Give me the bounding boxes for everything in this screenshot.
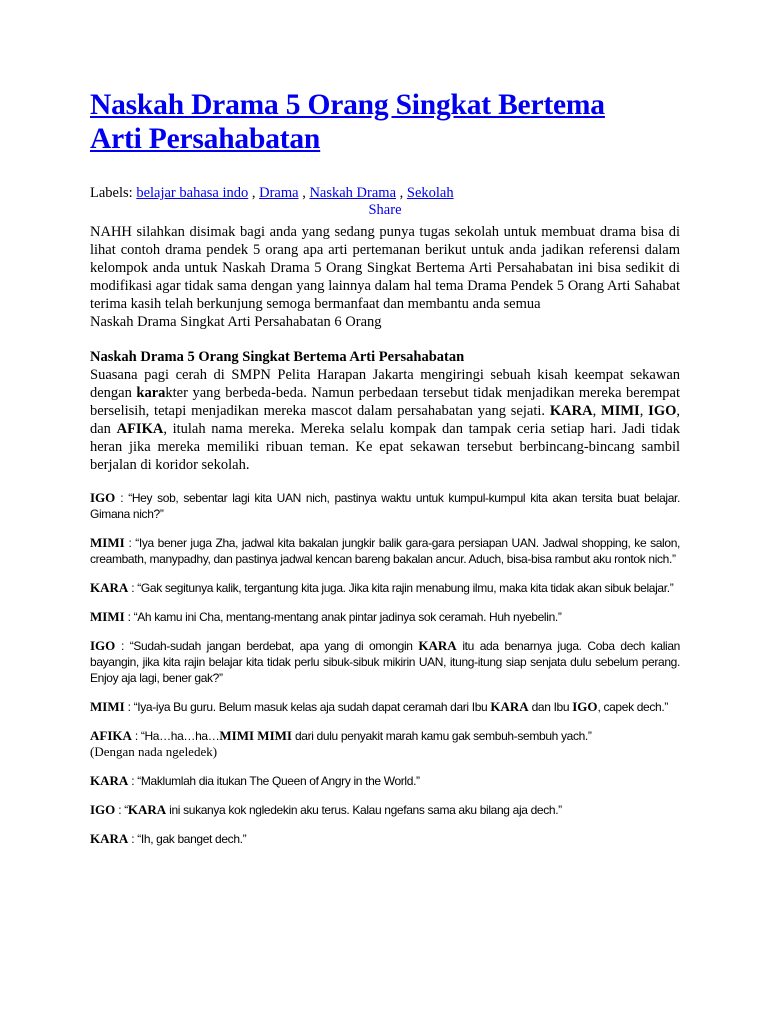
dialog-stage-direction: (Dengan nada ngeledek): [90, 744, 218, 759]
label-separator: ,: [298, 185, 310, 201]
dialog-line: [90, 773, 680, 789]
dialog-sep: :: [115, 803, 125, 817]
dialog-line: [90, 490, 680, 522]
dialog-text: “Maklumlah dia itukan The Queen of Angry in the World.”: [137, 774, 420, 788]
label-separator: ,: [396, 185, 407, 201]
dialog-speaker: AFIKA: [90, 728, 132, 743]
story-bold-kara: kara: [136, 385, 166, 401]
dialog-text: “Ah kamu ini Cha, mentang-mentang anak pintar jadinya sok ceramah. Huh nyebelin.”: [133, 610, 562, 624]
dialog-bold-name: KARA: [418, 638, 457, 653]
dialog-speaker: MIMI: [90, 699, 125, 714]
dialog-sep: :: [115, 491, 129, 505]
story-name-afika: AFIKA: [116, 421, 164, 437]
dialog-bold-name: MIMI MIMI: [219, 728, 292, 743]
dialog-bold-name: KARA: [490, 699, 529, 714]
dialog-text: “Sudah-sudah jangan berdebat, apa yang di omongin: [129, 639, 419, 653]
story-name-mimi: MIMI: [601, 403, 640, 419]
dialog-line: [90, 609, 680, 625]
dialog-sep: :: [124, 536, 136, 550]
dialog-text: “Gak segitunya kalik, tergantung kita juga. Jika kita rajin menabung ilmu, maka kita tidak akan sibuk belajar.”: [137, 581, 674, 595]
dialog-text: itu ada benarnya juga. Coba dech kalian bayangin, jika kita rajin belajar kita tidak perlu sibuk-sibuk mikirin UAN, itung-itung siap senjata dulu sebelum perang. Enjoy aja lagi, bener gak?”: [90, 639, 680, 685]
story-paragraph: [90, 366, 680, 474]
dialog-sep: :: [124, 700, 134, 714]
share-link[interactable]: Share: [368, 202, 402, 218]
story-text: Suasana pagi cerah di SMPN Pelita Harapan Jakarta mengiringi sebuah kisah keempat sekawan dengan: [90, 367, 680, 401]
dialog-speaker: MIMI: [90, 535, 125, 550]
dialog-text: “Iya-iya Bu guru. Belum masuk kelas aja sudah dapat ceramah dari Ibu: [133, 700, 491, 714]
dialog-speaker: IGO: [90, 802, 116, 817]
story-name-kara: KARA: [549, 403, 593, 419]
title-link-line1[interactable]: Naskah Drama 5 Orang Singkat Bertema: [90, 89, 605, 121]
dialog-speaker: MIMI: [90, 609, 125, 624]
labels-prefix: Labels:: [90, 185, 137, 201]
dialog-text: “Hey sob, sebentar lagi kita UAN nich, pastinya waktu untuk kumpul-kumpul kita akan tersita buat belajar. Gimana nich?”: [90, 491, 681, 521]
dialog-text: “Ih, gak banget dech.”: [137, 832, 247, 846]
dialog-text: “Iya bener juga Zha, jadwal kita bakalan jungkir balik gara-gara persiapan UAN. Jadwal shopping, ke salon, creambath, manypadhy, dan pastinya jadwal kencan bareng bakalan ancur. Aduch, bisa-bisa rambut aku rontok nich.”: [90, 536, 680, 566]
dialog-line: [90, 802, 680, 818]
dialog-bold-name: KARA: [127, 802, 167, 817]
dialog-text: dari dulu penyakit marah kamu gak sembuh-sembuh yach.”: [291, 729, 592, 743]
dialog-sep: :: [128, 581, 138, 595]
dialog-text: “Ha…ha…ha…: [140, 729, 220, 743]
intro-subline: Naskah Drama Singkat Arti Persahabatan 6 Orang: [90, 314, 382, 330]
story-sep: ,: [592, 403, 602, 419]
story-text: kter yang berbeda-beda. Namun perbedaan tersebut tidak menjadikan mereka berempat berselisih, tetapi menjadikan mereka mascot dalam persahabatan yang sejati.: [90, 385, 681, 419]
story-text: , itulah nama mereka. Mereka selalu kompak dan tampak ceria setiap hari. Jadi tidak heran jika mereka memiliki ribuan teman. Ke epat sekawan tersebut berbincang-bincang sambil berjalan di koridor sekolah.: [90, 421, 680, 473]
dialog-line: [90, 535, 680, 567]
dialog-text: ini sukanya kok ngledekin aku terus. Kalau ngefans sama aku bilang aja dech.”: [166, 803, 562, 817]
labels-row: [90, 185, 680, 202]
dialog-sep: :: [128, 832, 138, 846]
section-title: Naskah Drama 5 Orang Singkat Bertema Arti Persahabatan: [90, 349, 465, 365]
dialog-line: [90, 831, 680, 847]
dialog-sep: :: [115, 639, 130, 653]
dialog-text: “: [124, 803, 128, 817]
story-name-igo: IGO: [648, 403, 677, 419]
dialog-sep: :: [128, 774, 138, 788]
dialog-text: , capek dech.”: [597, 700, 668, 714]
story-sep: ,: [639, 403, 649, 419]
label-link-drama[interactable]: Drama: [259, 185, 299, 201]
dialog-speaker: KARA: [90, 831, 129, 846]
label-separator: ,: [248, 185, 260, 201]
label-link-sekolah[interactable]: Sekolah: [406, 185, 454, 201]
dialog-sep: :: [124, 610, 134, 624]
page-title[interactable]: [90, 88, 680, 156]
dialog-line: [90, 699, 680, 715]
intro-paragraph: NAHH silahkan disimak bagi anda yang sedang punya tugas sekolah untuk membuat drama bisa di lihat contoh drama pendek 5 orang apa arti pertemanan berikut untuk anda jadikan referensi dalam kelompok anda untuk Naskah Drama 5 Orang Singkat Bertema Arti Persahabatan ini bisa sedikit di modifikasi agar tidak sama dengan yang lainnya dalam hal tema Drama Pendek 5 Orang Arti Sahabat terima kasih telah berkunjung semoga bermanfaat dan membantu anda semua: [90, 224, 680, 312]
dialog-speaker: KARA: [90, 773, 129, 788]
dialog-speaker: IGO: [90, 638, 116, 653]
document-page: [90, 88, 680, 860]
story-sep: , dan: [90, 403, 680, 437]
dialog-speaker: IGO: [90, 490, 116, 505]
title-link-line2[interactable]: Arti Persahabatan: [90, 123, 321, 155]
label-link-belajar-bahasa-indo[interactable]: belajar bahasa indo: [136, 185, 249, 201]
dialog-line: [90, 638, 680, 686]
dialog-speaker: KARA: [90, 580, 129, 595]
dialog-text: dan Ibu: [528, 700, 573, 714]
dialog-line: [90, 580, 680, 596]
dialog-line: [90, 728, 680, 760]
dialog-sep: :: [131, 729, 141, 743]
dialog-bold-name: IGO: [572, 699, 598, 714]
label-link-naskah-drama[interactable]: Naskah Drama: [309, 185, 396, 201]
